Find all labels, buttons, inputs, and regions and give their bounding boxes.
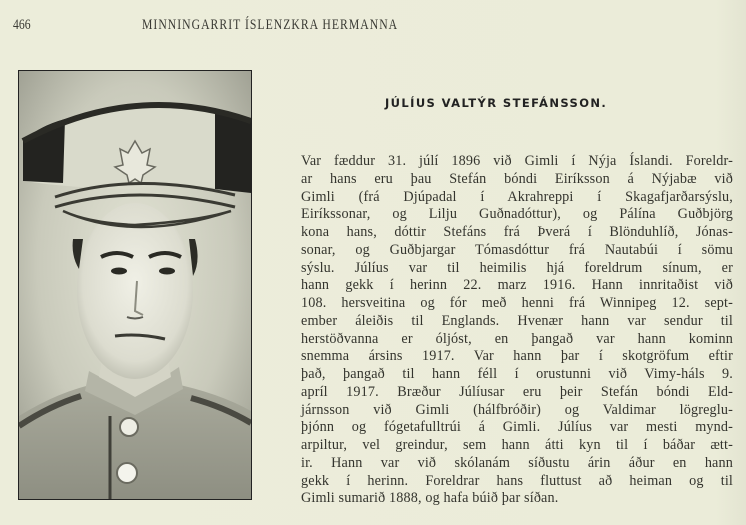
article-title: JÚLÍUS VALTÝR STEFÁNSSON. xyxy=(385,96,608,110)
body-line: ir. Hann var við skólanám síðustu árin áður en hann xyxy=(301,454,733,471)
body-line: herstöðvanna er óljóst, en þangað var hann kominn xyxy=(301,330,733,347)
article-body xyxy=(301,153,733,508)
body-line: apríl 1917. Bræður Júlíusar eru þeir Stefán bóndi Eld- xyxy=(301,383,733,400)
body-line: arpiltur, vel greindur, sem hann átti kyn til í báðar ætt- xyxy=(301,437,733,453)
running-head: MINNINGARRIT ÍSLENZKRA HERMANNA xyxy=(142,17,399,33)
body-line: hann gekk í herinn 22. marz 1916. Hann innritaðist við xyxy=(301,277,733,294)
body-line: snemma ársins 1917. Var hann þar í skotgröfum eftir xyxy=(301,348,733,365)
body-line: 108. hersveitina og fór með henni frá Winnipeg 12. sept- xyxy=(301,295,733,311)
body-line: Var fæddur 31. júlí 1896 við Gimli í Nýja Íslandi. Foreldr- xyxy=(301,153,733,169)
body-line: gekk í herinn. Foreldrar hans fluttust að heiman og til xyxy=(301,472,733,489)
body-line: Gimli sumarið 1888, og hafa búið þar síðan. xyxy=(301,490,559,507)
body-line: sýslu. Júlíus var til heimilis hjá foreldrum sínum, er xyxy=(301,259,733,276)
body-line: sonar, og Guðbjargar Tómasdóttur frá Nautabúi í sömu xyxy=(301,241,733,258)
body-line: þjónn og fógetafulltrúi á Gimli. Júlíus var mesti mynd- xyxy=(301,419,733,436)
body-line: kona hans, dóttir Stefáns frá Þverá í Blönduhlíð, Jónas- xyxy=(301,224,733,240)
body-line: járnsson við Gimli (hálfbróðir) og Valdimar lögreglu- xyxy=(301,401,733,418)
body-line: ember áleiðis til Englands. Hvenær hann var sendur til xyxy=(301,312,733,329)
body-line: Eiríkssonar, og Lilju Guðnadóttur), og Pálína Guðbjörg xyxy=(301,206,733,223)
body-line: það, þangað til hann féll í orustunni við Vimy-háls 9. xyxy=(301,366,733,382)
portrait-photo xyxy=(18,70,252,500)
page-number: 466 xyxy=(13,17,31,33)
body-line: Gimli (frá Djúpadal í Akrahreppi í Skagafjarðarsýslu, xyxy=(301,188,733,205)
soldier-portrait-image xyxy=(19,71,251,499)
body-line: ar hans eru þau Stefán bóndi Eiríksson á Nýjabæ við xyxy=(301,170,733,187)
